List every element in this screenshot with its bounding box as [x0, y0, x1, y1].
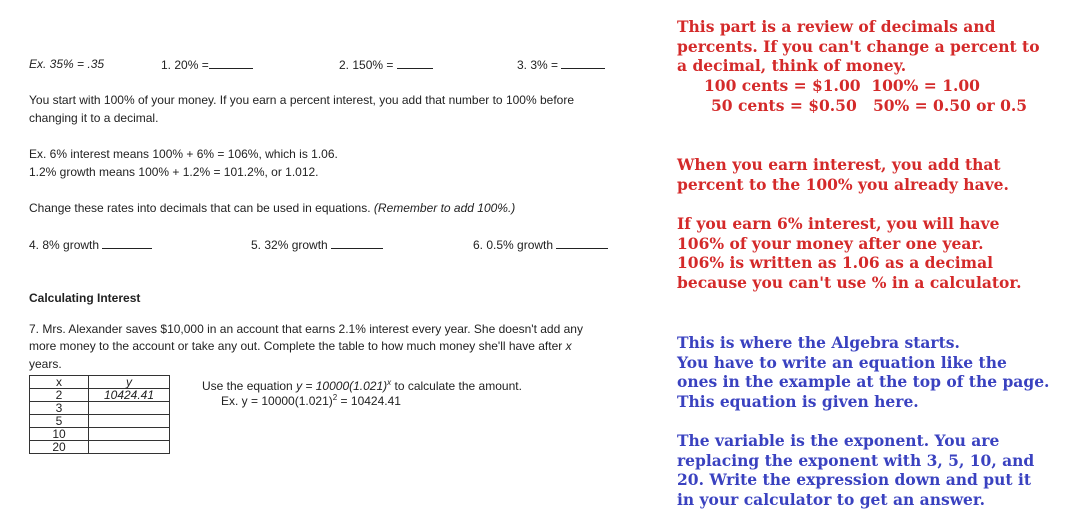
table-cell-y[interactable] [89, 441, 170, 454]
question-6 [473, 236, 608, 253]
note-line: This equation is given here. [677, 391, 919, 411]
table-row [30, 428, 170, 441]
table-cell-y[interactable] [89, 428, 170, 441]
note-interest-example [677, 214, 1022, 292]
equation-lhs: y = 10000(1.021) [296, 379, 388, 393]
note-line: You have to write an equation like the [677, 352, 1007, 372]
table-cell-x: 10 [30, 428, 89, 441]
equation-example-result: = 10424.41 [340, 394, 401, 408]
table-row [30, 402, 170, 415]
table-row [30, 441, 170, 454]
table-cell-y[interactable] [89, 402, 170, 415]
table-cell-x: 3 [30, 402, 89, 415]
table-cell-x: 2 [30, 389, 89, 402]
answer-blank-4[interactable] [102, 236, 152, 249]
problem-7-line-1: 7. Mrs. Alexander saves $10,000 in an account that earns 2.1% interest every year. She doesn't add any [29, 322, 583, 336]
answer-blank-5[interactable] [331, 236, 383, 249]
question-1-label: 1. 20% = [161, 58, 209, 72]
question-2 [339, 56, 433, 73]
note-line: ones in the example at the top of the page. [677, 372, 1050, 392]
table-header-x: x [30, 376, 89, 389]
note-line: 20. Write the expression down and put it [677, 470, 1031, 490]
note-line: The variable is the exponent. You are [677, 431, 1000, 450]
table-header-row [30, 376, 170, 389]
question-4-label: 4. 8% growth [29, 238, 100, 252]
money-example-percent: 50% = 0.50 or 0.5 [872, 96, 1028, 115]
equation-example-base: Ex. y = 10000(1.021) [221, 394, 333, 408]
example-35-percent: Ex. 35% = .35 [29, 57, 105, 71]
problem-7-text: more money to the account or take any out. Complete the table to how much money she'll have after [29, 339, 563, 353]
question-5 [251, 236, 383, 253]
equation-exponent: x [387, 378, 392, 387]
equation-suffix: to calculate the amount. [394, 379, 522, 393]
answer-blank-2[interactable] [397, 56, 433, 69]
example-line-1: Ex. 6% interest means 100% + 6% = 106%, which is 1.06. [29, 147, 338, 161]
note-line: 106% is written as 1.06 as a decimal [677, 253, 994, 273]
money-example-row-2 [711, 96, 1027, 116]
note-interest-add [677, 155, 1009, 194]
note-line: replacing the exponent with 3, 5, 10, and [677, 450, 1035, 470]
change-instruction-text: Change these rates into decimals that can be used in equations. [29, 201, 371, 215]
change-instruction [29, 200, 515, 216]
question-5-label: 5. 32% growth [251, 238, 328, 252]
answer-blank-3[interactable] [561, 56, 605, 69]
note-line: This part is a review of decimals and [677, 17, 996, 36]
note-line: This is where the Algebra starts. [677, 333, 960, 352]
money-example-cents: 100 cents = $1.00 [704, 76, 861, 95]
equation-example [221, 390, 401, 409]
note-algebra [677, 333, 1049, 411]
intro-line-1: You start with 100% of your money. If you earn a percent interest, you add that number to 100% before [29, 93, 574, 107]
question-2-label: 2. 150% = [339, 58, 394, 72]
table-row [30, 389, 170, 402]
question-4 [29, 236, 152, 253]
question-6-label: 6. 0.5% growth [473, 238, 554, 252]
equation-prefix: Use the equation [202, 379, 293, 393]
money-example-cents: 50 cents = $0.50 [711, 96, 857, 115]
question-1 [161, 56, 253, 73]
note-line: If you earn 6% interest, you will have [677, 214, 1000, 233]
note-line: When you earn interest, you add that [677, 155, 1001, 174]
question-3 [517, 56, 605, 73]
note-line: because you can't use % in a calculator. [677, 272, 1022, 292]
table-cell-y[interactable]: 10424.41 [89, 389, 170, 402]
table-cell-y[interactable] [89, 415, 170, 428]
problem-7-line-2 [29, 338, 572, 354]
note-line: percent to the 100% you already have. [677, 174, 1009, 194]
values-table [29, 375, 170, 454]
table-cell-x: 20 [30, 441, 89, 454]
question-3-label: 3. 3% = [517, 58, 559, 72]
note-line: 106% of your money after one year. [677, 233, 984, 253]
money-example-row-1 [704, 76, 980, 96]
example-line-2: 1.2% growth means 100% + 1.2% = 101.2%, or 1.012. [29, 165, 319, 179]
equation-example-exponent: 2 [332, 393, 338, 402]
note-exponent [677, 431, 1034, 509]
note-line: percents. If you can't change a percent to [677, 36, 1040, 56]
table-cell-x: 5 [30, 415, 89, 428]
money-example-percent: 100% = 1.00 [871, 76, 980, 95]
problem-7-variable: x [565, 339, 572, 353]
table-row [30, 415, 170, 428]
section-heading: Calculating Interest [29, 291, 141, 305]
change-reminder: (Remember to add 100%.) [373, 201, 516, 215]
intro-line-2: changing it to a decimal. [29, 111, 159, 125]
answer-blank-6[interactable] [556, 236, 608, 249]
table-header-y: y [89, 376, 170, 389]
problem-7-line-3: years. [29, 357, 62, 371]
note-line: in your calculator to get an answer. [677, 489, 986, 509]
answer-blank-1[interactable] [209, 56, 253, 69]
note-decimals-review [677, 17, 1040, 76]
note-line: a decimal, think of money. [677, 56, 907, 76]
